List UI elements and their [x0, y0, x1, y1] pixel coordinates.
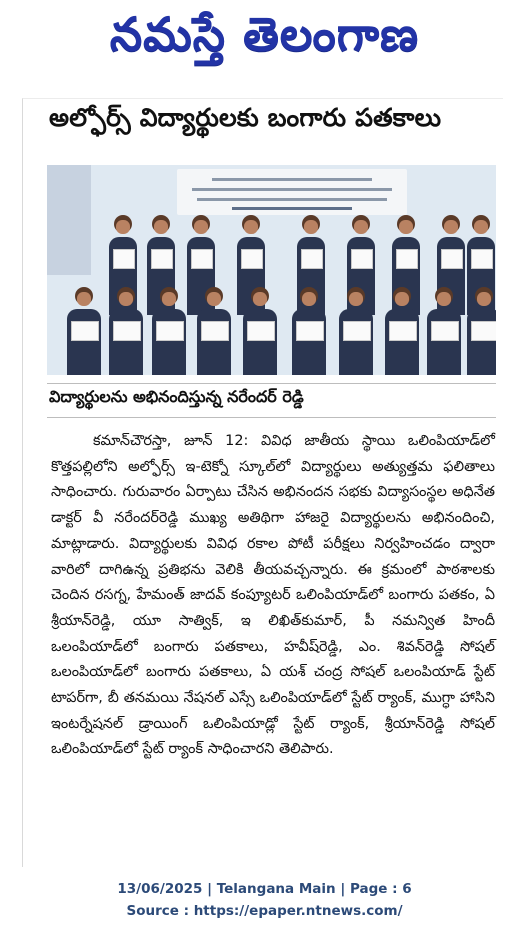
student-figure: [197, 287, 231, 375]
certificate: [351, 249, 373, 269]
newspaper-title: నమస్తే తెలంగాణ: [109, 7, 420, 61]
certificate: [431, 321, 459, 341]
student-figure: [339, 287, 373, 375]
footer-dateline: 13/06/2025 | Telangana Main | Page : 6: [117, 881, 412, 897]
caption-divider-bottom: [47, 417, 496, 418]
certificate: [441, 249, 463, 269]
certificate: [296, 321, 324, 341]
certificate: [113, 321, 141, 341]
clipping-footer: [0, 878, 529, 922]
student-figure: [67, 287, 101, 375]
article-body: కమాన్‌చౌరస్తా, జూన్ 12: వివిధ జాతీయ స్థాయి ఒలింపియాడ్‌లో కొత్తపల్లిలోని అల్ఫోర్స్ ఇ-టెక్నో స్కూల్‌లో విద్యార్థులు అత్యుత్తమ ఫలితాలు సాధించారు. గురువారం ఏర్పాటు చేసిన అభినందన సభకు విద్యాసంస్థల అధినేత డాక్టర్ వీ నరేందర్‌రెడ్డి ముఖ్య అతిథిగా హాజరై విద్యార్థులను అభినందించి, మాట్లాడారు. విద్యార్థులకు వివిధ రకాల పోటీ పరీక్షలు నిర్వహించడం ద్వారా వారిలో దాగిఉన్న ప్రతిభను వెలికి తీయవచ్చన్నారు. ఈ క్రమంలో పాఠశాలకు చెందిన రసగ్న, హేమంత్ జాదవ్ కంప్యూటర్ ఒలింపియాడ్‌లో బంగారు పతకం, ఏ శ్రీయాన్‌రెడ్డి, యూ సాత్విక్, ఇ లిఖిత్‌కుమార్, పీ నమన్విత హిందీ ఒలంపియాడ్‌లో బంగారు పతకాలు, హవీష్‌రెడ్డి, ఎం. శివన్‌రెడ్డి సోషల్ ఒలంపియాడ్‌లో బంగారు పతకాలు, ఏ యశ్ చంద్ర సోషల్ ఒలంపియాడ్ స్టేట్ టాపర్‌గా, బీ తనమయి నేషనల్ ఎస్సే ఒలింపియాడ్‌లో స్టేట్ ర్యాంక్, ముగ్ధా హాసిని ఇంటర్నేషనల్ డ్రాయింగ్ ఒలింపియాడ్లో స్టేట్ ర్యాంక్, శ్రీయాన్‌రెడ్డి సోషల్ ఒలింపియాడ్‌లో స్టేట్ ర్యాంక్ సాధించారని తెలిపారు.: [51, 433, 495, 758]
masthead: [0, 0, 529, 80]
student-figure: [427, 287, 461, 375]
photo-caption: విద్యార్థులను అభినందిస్తున్న నరేందర్ రెడ్డి: [49, 387, 304, 406]
photo-backdrop-banner: [177, 169, 407, 215]
certificate: [201, 321, 229, 341]
news-clipping: [22, 98, 503, 867]
footer-source: Source : https://epaper.ntnews.com/: [126, 903, 403, 919]
certificate: [71, 321, 99, 341]
student-figure: [467, 287, 496, 375]
article-photo: [47, 165, 496, 375]
certificate: [156, 321, 184, 341]
student-figure: [152, 287, 186, 375]
certificate: [241, 249, 263, 269]
caption-divider-top: [47, 383, 496, 384]
student-figure: [385, 287, 419, 375]
certificate: [343, 321, 371, 341]
certificate: [247, 321, 275, 341]
certificate: [113, 249, 135, 269]
certificate: [471, 321, 496, 341]
certificate: [389, 321, 417, 341]
student-figure: [292, 287, 326, 375]
article-headline: అల్ఫోర్స్ విద్యార్థులకు బంగారు పతకాలు: [49, 103, 442, 132]
certificate: [301, 249, 323, 269]
photo-backdrop-portrait: [47, 165, 91, 275]
certificate: [151, 249, 173, 269]
student-figure: [243, 287, 277, 375]
certificate: [191, 249, 213, 269]
certificate: [396, 249, 418, 269]
certificate: [471, 249, 493, 269]
student-figure: [109, 287, 143, 375]
